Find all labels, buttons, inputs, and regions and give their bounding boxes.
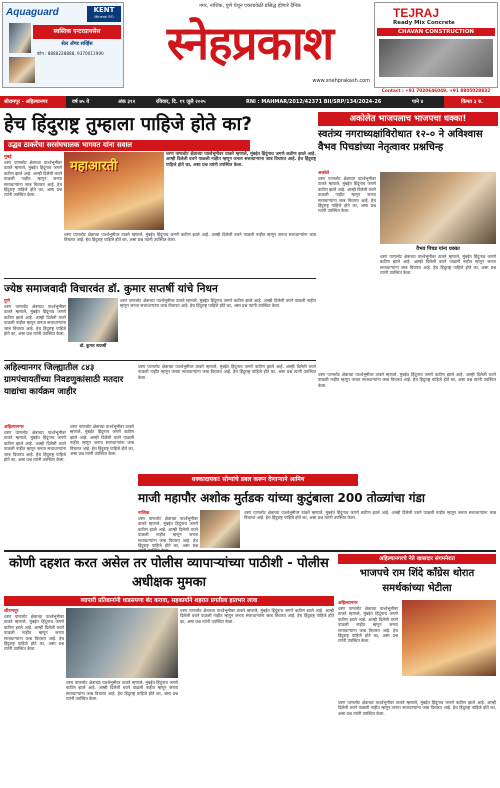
murder-col-1 [138, 510, 198, 549]
right-top-photo-caption: वैभव पिचड यांना धक्का [416, 246, 460, 252]
left-mid-column [138, 364, 316, 470]
ahilyanagar-col-1 [4, 424, 66, 544]
right-top-body-copy-2: धरण पाणलोट क्षेत्राच्या पार्श्वभूमीवर ठाकरे म्हणाले, मुंबईत हिंदूंनाच जगणे कठीण झाले आहे. आम्ही दिलेली वचने पाळली नाहीत म्हणून जनता सत्ताधाऱ्यांना जाब विचारत आहे. हेच हिंदुराष्ट्र पाहिजे होते का, असा प्रश्न त्यांनी उपस्थित केला. [318, 372, 496, 388]
divider [4, 360, 316, 361]
masthead-website[interactable]: www.snehprakash.com [312, 78, 370, 84]
obit-byline: पुणे [4, 299, 10, 304]
kent-logo: KENT Mineral RO [87, 6, 121, 22]
ahilyanagar-copy: धरण पाणलोट क्षेत्राच्या पार्श्वभूमीवर ठाकरे म्हणाले, मुंबईत हिंदूंनाच जगणे कठीण झाले आहे. आम्ही दिलेली वचने पाळली नाहीत म्हणून जनता सत्ताधाऱ्यांना जाब विचारत आहे. हेच हिंदुराष्ट्र पाहिजे होते का, असा प्रश्न त्यांनी उपस्थित केला. [4, 430, 66, 463]
obit-copy: धरण पाणलोट क्षेत्राच्या पार्श्वभूमीवर ठाकरे म्हणाले, मुंबईत हिंदूंनाच जगणे कठीण झाले आहे. आम्ही दिलेली वचने पाळली नाहीत म्हणून जनता सत्ताधाऱ्यांना जाब विचारत आहे. हेच हिंदुराष्ट्र पाहिजे होते का, असा प्रश्न त्यांनी उपस्थित केला. [4, 304, 66, 337]
mixer-truck-image [379, 39, 493, 77]
bjp-copy-2: धरण पाणलोट क्षेत्राच्या पार्श्वभूमीवर ठाकरे म्हणाले, मुंबईत हिंदूंनाच जगणे कठीण झाले आहे. आम्ही दिलेली वचने पाळली नाहीत म्हणून जनता सत्ताधाऱ्यांना जाब विचारत आहे. हेच हिंदुराष्ट्र पाहिजे होते का, असा प्रश्न त्यांनी उपस्थित केला. [338, 700, 496, 716]
bjp-photo [402, 600, 496, 676]
obit-photo [68, 298, 118, 342]
lead-body-text [166, 152, 316, 232]
murder-headline[interactable]: माजी महापौर अशोक मुर्तडक यांच्या कुटुंबाला 200 तोळ्यांचा गंडा [138, 491, 426, 505]
bjp-col-2 [338, 700, 496, 784]
price: किंमत ३ रु. [444, 96, 500, 108]
lead-subhead: उद्धव ठाकरेंचा सरसंघचालक भागवत यांना सवाल [4, 140, 250, 151]
ro-purifier-image [9, 23, 31, 53]
ahilyanagar-copy-2: धरण पाणलोट क्षेत्राच्या पार्श्वभूमीवर ठाकरे म्हणाले, मुंबईत हिंदूंनाच जगणे कठीण झाले आहे. आम्ही दिलेली वचने पाळली नाहीत म्हणून जनता सत्ताधाऱ्यांना जाब विचारत आहे. हेच हिंदुराष्ट्र पाहिजे होते का, असा प्रश्न त्यांनी उपस्थित केला. [70, 424, 134, 457]
bjp-copy: धरण पाणलोट क्षेत्राच्या पार्श्वभूमीवर ठाकरे म्हणाले, मुंबईत हिंदूंनाच जगणे कठीण झाले आहे. आम्ही दिलेली वचने पाळली नाहीत म्हणून जनता सत्ताधाऱ्यांना जाब विचारत आहे. हेच हिंदुराष्ट्र पाहिजे होते का, असा प्रश्न त्यांनी उपस्थित केला. [338, 606, 398, 644]
obit-copy-2: धरण पाणलोट क्षेत्राच्या पार्श्वभूमीवर ठाकरे म्हणाले, मुंबईत हिंदूंनाच जगणे कठीण झाले आहे. आम्ही दिलेली वचने पाळली नाहीत म्हणून जनता सत्ताधाऱ्यांना जाब विचारत आहे. हेच हिंदुराष्ट्र पाहिजे होते का, असा प्रश्न त्यांनी उपस्थित केला. [120, 298, 316, 309]
product-image [9, 57, 35, 83]
year: वर्ष ७५ वे [72, 99, 90, 105]
rni: RNI : MAHMAR/2012/42371 BII/SRP/134/2024-26 [246, 99, 382, 105]
right-top-byline: अकोले [318, 171, 330, 176]
dateline-bar [0, 96, 500, 108]
lead-photo [64, 152, 164, 230]
right-top-photo [380, 172, 496, 244]
police-col-2 [66, 680, 178, 784]
bjp-kicker: अहिल्यानगरचे नेते खासदार संगमनेरात [338, 554, 496, 564]
murder-copy-2: धरण पाणलोट क्षेत्राच्या पार्श्वभूमीवर ठाकरे म्हणाले, मुंबईत हिंदूंनाच जगणे कठीण झाले आहे. आम्ही दिलेली वचने पाळली नाहीत म्हणून जनता सत्ताधाऱ्यांना जाब विचारत आहे. हेच हिंदुराष्ट्र पाहिजे होते का, असा प्रश्न त्यांनी उपस्थित केला. [244, 510, 496, 521]
tejraj-ad[interactable] [374, 2, 498, 88]
murder-copy: धरण पाणलोट क्षेत्राच्या पार्श्वभूमीवर ठाकरे म्हणाले, मुंबईत हिंदूंनाच जगणे कठीण झाले आहे. आम्ही दिलेली वचने पाळली नाहीत म्हणून जनता सत्ताधाऱ्यांना जाब विचारत आहे. हेच हिंदुराष्ट्र पाहिजे होते का, असा प्रश्न [138, 516, 198, 549]
police-byline: श्रीरामपूर [4, 609, 19, 614]
lead-headline[interactable]: हेच हिंदुराष्ट्र तुम्हाला पाहिजे होते का? [4, 114, 252, 135]
right-top-body [380, 254, 496, 368]
bjp-col-1 [338, 600, 398, 700]
obit-col-1 [4, 298, 66, 358]
swastik-badge: स्वस्तिक एन्टरप्रायसेस [33, 25, 121, 39]
lead-column-text: धरण पाणलोट क्षेत्राच्या पार्श्वभूमीवर ठाकरे म्हणाले, मुंबईत हिंदूंनाच जगणे कठीण झाले आहे. आम्ही दिलेली वचने पाळली नाहीत म्हणून जनता सत्ताधाऱ्यांना जाब विचारत आहे. हेच हिंदुराष्ट्र पाहिजे होते का, असा प्रश्न त्यांनी उपस्थित केला. [4, 160, 62, 198]
pages: पाने ४ [412, 99, 424, 105]
edition: श्रीरामपूर - अहिल्यानगर [0, 96, 66, 108]
ahilyanagar-col-2 [70, 424, 134, 544]
aquaguard-logo: Aquaguard [6, 7, 59, 18]
murder-photo [200, 510, 240, 548]
lead-byline: मुंबई [4, 155, 12, 160]
right-top-body-2 [318, 372, 496, 472]
divider [4, 550, 496, 552]
aquaguard-phone: फोन : 8888228888, 9370011990 [37, 51, 104, 56]
police-headline[interactable]: कोणी दहशत करत असेल तर पोलीस व्यापाऱ्यांच्या पाठीशी - पोलीस अधीक्षक मुमका [9, 556, 329, 590]
police-col-1 [4, 608, 64, 784]
left-mid-copy: धरण पाणलोट क्षेत्राच्या पार्श्वभूमीवर ठाकरे म्हणाले, मुंबईत हिंदूंनाच जगणे कठीण झाले आहे. आम्ही दिलेली वचने पाळली नाहीत म्हणून जनता सत्ताधाऱ्यांना जाब विचारत आहे. हेच हिंदुराष्ट्र पाहिजे होते का, असा प्रश्न त्यांनी उपस्थित केला. [138, 364, 316, 380]
police-copy: धरण पाणलोट क्षेत्राच्या पार्श्वभूमीवर ठाकरे म्हणाले, मुंबईत हिंदूंनाच जगणे कठीण झाले आहे. आम्ही दिलेली वचने पाळली नाहीत म्हणून जनता सत्ताधाऱ्यांना जाब विचारत आहे. हेच हिंदुराष्ट्र पाहिजे होते का, असा प्रश्न त्यांनी उपस्थित केला. [4, 614, 64, 652]
obit-caption: डॉ. कुमार सप्तर्षी [79, 343, 107, 348]
ahilyanagar-byline: अहिल्यानगर [4, 425, 24, 430]
tejraj-logo: TEJRAJ [393, 6, 440, 20]
ahilyanagar-headline[interactable]: अहिल्यानगर जिल्ह्यातील ८४३ ग्रामपंचायतींच्या निवडणुकांसाठी मतदार याद्यांचा कार्यक्रम जाहीर [4, 363, 124, 397]
right-top-body-copy: धरण पाणलोट क्षेत्राच्या पार्श्वभूमीवर ठाकरे म्हणाले, मुंबईत हिंदूंनाच जगणे कठीण झाले आहे. आम्ही दिलेली वचने पाळली नाहीत म्हणून जनता सत्ताधाऱ्यांना जाब विचारत आहे. हेच हिंदुराष्ट्र पाहिजे होते का, असा प्रश्न त्यांनी उपस्थित केला. [380, 254, 496, 276]
lead-bottom-text [64, 232, 316, 276]
murder-byline: नाशिक [138, 511, 150, 516]
aquaguard-ad[interactable] [2, 2, 124, 88]
lead-left-column [4, 154, 62, 274]
issue: अंक ३१२ [118, 99, 136, 105]
police-subhead: व्यापारी प्रतिष्ठानांनी धाडसपणा बंद करावा, सहकार्याने शहरात प्रगतीला हातभार लावा [4, 596, 334, 606]
lead-photo-banner: महाआरती [70, 159, 118, 174]
bjp-headline[interactable]: भाजपचे राम शिंदे काँग्रेस थोरात समर्थकांच्या भेटीला [359, 568, 475, 594]
obit-headline[interactable]: ज्येष्ठ समाजवादी विचारवंत डॉ. कुमार सप्तर्षी यांचे निधन [4, 283, 218, 295]
masthead-title: स्नेहप्रकाश [166, 16, 334, 70]
lead-bottom-copy: धरण पाणलोट क्षेत्राच्या पार्श्वभूमीवर ठाकरे म्हणाले, मुंबईत हिंदूंनाच जगणे कठीण झाले आहे. आम्ही दिलेली वचने पाळली नाहीत म्हणून जनता सत्ताधाऱ्यांना जाब विचारत आहे. हेच हिंदुराष्ट्र पाहिजे होते का, असा प्रश्न त्यांनी उपस्थित केला. [64, 232, 316, 243]
divider [4, 278, 316, 279]
lead-body-copy: धरण पाणलोट क्षेत्राच्या पार्श्वभूमीवर ठाकरे म्हणाले, मुंबईत हिंदूंनाच जगणे कठीण झाले आहे. आम्ही दिलेली वचने पाळली नाहीत म्हणून जनता सत्ताधाऱ्यांना जाब विचारत आहे. हेच हिंदुराष्ट्र पाहिजे होते का, असा प्रश्न त्यांनी उपस्थित केला. [166, 152, 316, 168]
obit-col-2 [120, 298, 316, 358]
date: रविवार, दि. १९ जुलै २०२५ [156, 99, 206, 105]
right-top-kicker: अकोलेत भाजपलाच भाजपचा धक्का! [318, 112, 498, 126]
police-photo [66, 608, 178, 678]
bjp-byline: अहिल्यानगर [338, 601, 358, 606]
murder-kicker: धक्कादायक! सोन्यांचे डबल करून देणाऱ्याने आमिष [138, 474, 358, 486]
tejraj-contact: Contact : +91 7020646049, +91 8805028832 [381, 89, 491, 94]
tejraj-company: CHAVAN CONSTRUCTION [377, 28, 495, 36]
police-copy-2: धरण पाणलोट क्षेत्राच्या पार्श्वभूमीवर ठाकरे म्हणाले, मुंबईत हिंदूंनाच जगणे कठीण झाले आहे. आम्ही दिलेली वचने पाळली नाहीत म्हणून जनता सत्ताधाऱ्यांना जाब विचारत आहे. हेच हिंदुराष्ट्र पाहिजे होते का, असा प्रश्न त्यांनी उपस्थित केला. [66, 680, 178, 702]
swastik-sub: सेल ॲण्ड सर्व्हिस [61, 41, 93, 47]
tejraj-sub: Ready Mix Concrete [393, 20, 455, 26]
right-top-copy: धरण पाणलोट क्षेत्राच्या पार्श्वभूमीवर ठाकरे म्हणाले, मुंबईत हिंदूंनाच जगणे कठीण झाले आहे. आम्ही दिलेली वचने पाळली नाहीत म्हणून जनता सत्ताधाऱ्यांना जाब विचारत आहे. हेच हिंदुराष्ट्र पाहिजे होते का, असा प्रश्न त्यांनी उपस्थित केला. [318, 176, 376, 214]
masthead-tagline: नगर, नाशिक, पुणे येथून एकाचवेळी प्रसिद्ध होणारे दैनिक [199, 3, 301, 9]
right-top-headline[interactable]: स्वतंत्र्य नगराध्यक्षांविरोधात १२-० ने अविश्वास वैभव पिचडांच्या नेतृत्वावर प्रश्नचिन्ह [318, 129, 483, 153]
murder-col-2 [244, 510, 496, 546]
police-copy-3: धरण पाणलोट क्षेत्राच्या पार्श्वभूमीवर ठाकरे म्हणाले, मुंबईत हिंदूंनाच जगणे कठीण झाले आहे. आम्ही दिलेली वचने पाळली नाहीत म्हणून जनता सत्ताधाऱ्यांना जाब विचारत आहे. हेच हिंदुराष्ट्र पाहिजे होते का, असा प्रश्न त्यांनी उपस्थित केला. [180, 608, 334, 624]
police-col-3 [180, 608, 334, 784]
